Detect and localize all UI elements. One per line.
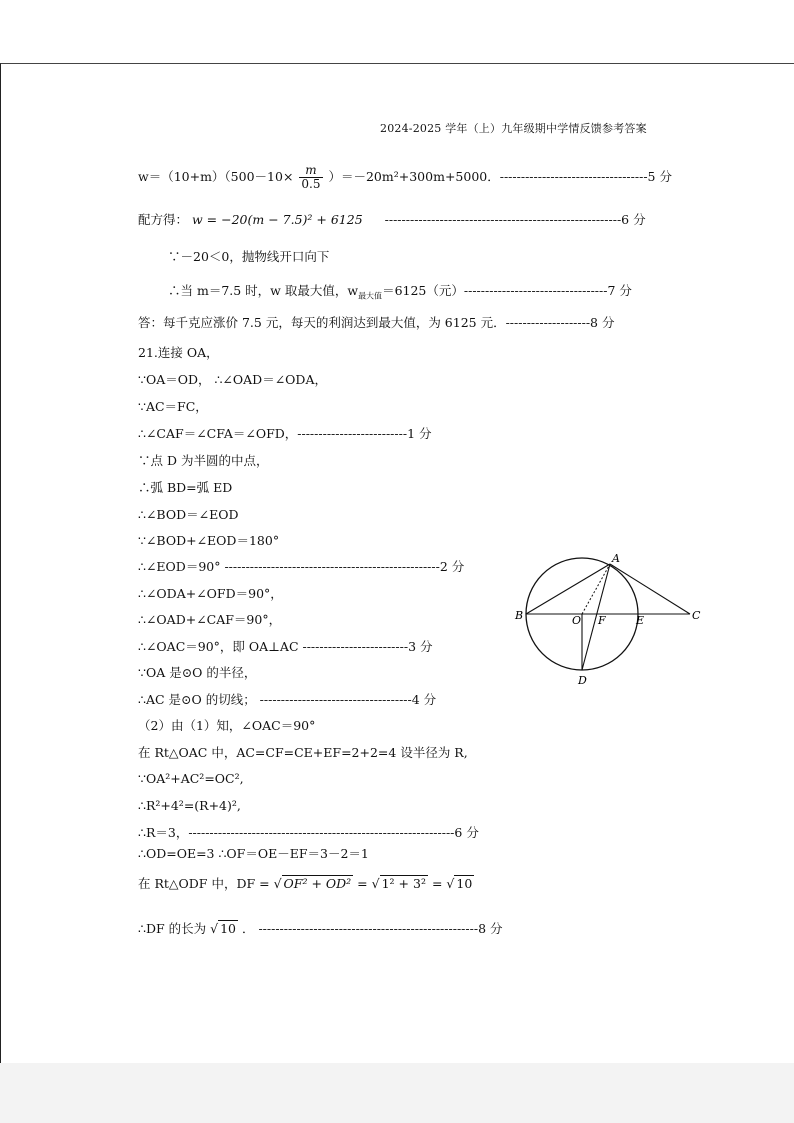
label-o: O bbox=[572, 614, 582, 627]
proof-line-12: ∴∠BOD＝∠EOD bbox=[138, 507, 239, 522]
page-footer-area bbox=[0, 1063, 794, 1123]
proof-line-7: ∵OA＝OD， ∴∠OAD＝∠ODA， bbox=[138, 372, 327, 387]
label-d: D bbox=[578, 674, 587, 687]
part-2-start: （2）由（1）知，∠OAC＝90° bbox=[138, 718, 316, 733]
answer-line-3: ∵－20＜0，抛物线开口向下 bbox=[168, 249, 330, 264]
line4-suffix: ＝6125（元）----------------------------------7 分 bbox=[382, 283, 632, 298]
label-c: C bbox=[692, 609, 701, 622]
proof-line-9: ∴∠CAF＝∠CFA＝∠OFD，--------------------------1 分 bbox=[138, 426, 432, 441]
vertex-form-formula: w = −20(m − 7.5)² + 6125 bbox=[192, 212, 363, 227]
answer-line-1 bbox=[138, 164, 672, 191]
proof-line-10: ∵点 D 为半圆的中点， bbox=[138, 453, 269, 468]
line1-prefix: w＝（10+m）（500－10× bbox=[138, 169, 294, 184]
line1-suffix: ）＝－20m²+300m+5000．-----------------------------------5 分 bbox=[328, 169, 672, 184]
solution-line-22: ∵OA²+AC²=OC², bbox=[138, 771, 244, 786]
answer-line-4 bbox=[168, 283, 632, 305]
answer-line-5: 答：每千克应涨价 7.5 元，每天的利润达到最大值，为 6125 元．--------------------8 分 bbox=[138, 315, 615, 330]
solution-line-21: 在 Rt△OAC 中，AC=CF=CE+EF=2+2=4 设半径为 R, bbox=[138, 745, 468, 760]
solution-line-23: ∴R²+4²=(R+4)², bbox=[138, 798, 241, 813]
proof-line-14: ∴∠EOD＝90° ---------------------------------------------------2 分 bbox=[138, 559, 465, 574]
answer-sqrt-ten: √ 10 bbox=[210, 921, 236, 936]
answer-line-2 bbox=[138, 212, 646, 228]
solution-line-25: ∴OD=OE=3 ∴OF＝OE－EF＝3－2＝1 bbox=[138, 846, 369, 861]
sqrt-of-numbers: √ 1² + 3² bbox=[371, 876, 426, 891]
equals-sign-2: = bbox=[431, 876, 443, 891]
proof-line-11: ∴弧 BD=弧 ED bbox=[138, 480, 233, 495]
proof-line-19: ∴AC 是⊙O 的切线； ------------------------------------4 分 bbox=[138, 692, 437, 707]
fraction-numerator: m bbox=[299, 164, 322, 178]
label-b: B bbox=[515, 609, 524, 622]
proof-line-15: ∴∠ODA+∠OFD＝90°， bbox=[138, 586, 283, 601]
page-header: 2024-2025 学年（上）九年级期中学情反馈参考答案 bbox=[380, 122, 647, 135]
sqrt-of-sum-squares: √ OF² + OD² bbox=[273, 876, 352, 891]
solution-line-24: ∴R＝3，---------------------------------------------------------------6 分 bbox=[138, 825, 479, 840]
answer-radicand: 10 bbox=[220, 921, 236, 936]
radicand-3: 10 bbox=[456, 876, 473, 891]
final-answer-line bbox=[138, 921, 503, 937]
radicand-1: OF² + OD² bbox=[283, 876, 352, 891]
proof-line-13: ∵∠BOD+∠EOD＝180° bbox=[138, 533, 280, 548]
sqrt-ten: √ 10 bbox=[446, 876, 473, 891]
solution-line-26 bbox=[138, 876, 474, 892]
line-oa-dashed bbox=[582, 564, 610, 614]
fraction-m-over-05 bbox=[299, 164, 322, 191]
equals-sign-1: = bbox=[357, 876, 368, 891]
line4-prefix: ∴当 m＝7.5 时，w 取最大值，w bbox=[168, 283, 359, 298]
line-ba bbox=[526, 564, 610, 614]
proof-line-16: ∴∠OAD+∠CAF＝90°， bbox=[138, 612, 282, 627]
line2-prefix: 配方得： bbox=[138, 212, 189, 227]
label-a: A bbox=[612, 552, 620, 565]
label-e: E bbox=[636, 614, 645, 627]
radicand-2: 1² + 3² bbox=[381, 876, 426, 891]
proof-line-17: ∴∠OAC＝90°，即 OA⊥AC -------------------------3 分 bbox=[138, 639, 433, 654]
proof-line-8: ∵AC＝FC， bbox=[138, 399, 208, 414]
line2-score: --------------------------------------------------------6 分 bbox=[384, 212, 646, 227]
line4-subscript: 最大值 bbox=[358, 291, 383, 301]
line27-prefix: ∴DF 的长为 bbox=[138, 921, 207, 936]
proof-line-18: ∵OA 是⊙O 的半径， bbox=[138, 665, 257, 680]
fraction-denominator: 0.5 bbox=[301, 177, 321, 191]
problem-21-start: 21.连接 OA， bbox=[138, 345, 219, 360]
line26-prefix: 在 Rt△ODF 中，DF = bbox=[138, 876, 270, 891]
line-ad bbox=[582, 564, 610, 670]
line27-suffix: ． ----------------------------------------------------8 分 bbox=[241, 921, 503, 936]
line-ac bbox=[610, 564, 690, 614]
circle-tangent-figure bbox=[512, 552, 712, 692]
label-f: F bbox=[598, 614, 606, 627]
